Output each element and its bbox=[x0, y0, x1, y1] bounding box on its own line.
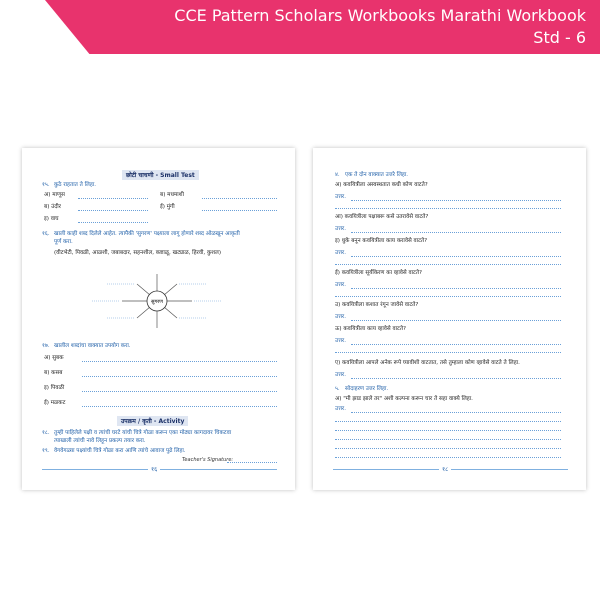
answer-line bbox=[202, 210, 277, 211]
q4-text: एक ते दोन वाक्यात उत्तरे लिहा. bbox=[345, 172, 409, 178]
q16-text-line1: खाली काही शब्द दिलेले आहेत. त्यापैकी 'सुगरण' पक्ष्याला लागू होणारे शब्द ओळखून आकृती bbox=[54, 231, 240, 237]
answer-line bbox=[78, 222, 148, 223]
teacher-signature-label: Teacher's Signature: bbox=[182, 457, 234, 463]
right-page bbox=[313, 148, 586, 490]
answer-line bbox=[351, 256, 561, 257]
answer-line bbox=[351, 378, 561, 379]
sugaran-web-diagram bbox=[82, 266, 232, 336]
q5-text: सोदाहरण उत्तर लिहा. bbox=[345, 386, 389, 392]
answer-line bbox=[82, 376, 277, 377]
answer-label: उत्तर. bbox=[335, 250, 346, 256]
q19-number: १९. bbox=[42, 448, 50, 454]
answer-line bbox=[335, 352, 561, 353]
diagram-center-label: सुगरण bbox=[151, 299, 163, 305]
q15-item-c: इ) वाघ bbox=[44, 216, 59, 222]
answer-label: उत्तर. bbox=[335, 314, 346, 320]
answer-label: उत्तर. bbox=[335, 372, 346, 378]
answer-label: उत्तर. bbox=[335, 226, 346, 232]
q15-item-e: ई) मुंगी bbox=[160, 204, 175, 210]
answer-line bbox=[351, 344, 561, 345]
question-i: इ) धुके बनून कवयित्रीला काय करावेसे वाटते? bbox=[335, 238, 428, 244]
answer-line bbox=[82, 361, 277, 362]
q18-text-line2: त्याखाली त्यांची नावे लिहून प्रकल्प तयार करा. bbox=[54, 438, 146, 444]
q15-item-b2: ब) मधमाशी bbox=[160, 192, 184, 198]
answer-line bbox=[78, 198, 148, 199]
answer-line bbox=[82, 391, 277, 392]
q16-number: १६. bbox=[42, 231, 50, 237]
page-number: १६ bbox=[148, 465, 160, 473]
answer-line bbox=[351, 320, 561, 321]
answer-line bbox=[335, 439, 561, 440]
q16-word-list: (वीटभेटी, पिवळी, आळशी, जबाबदार, सहनशील, कष्टाळू, खट्याळ, हिरवी, कुशल) bbox=[54, 250, 222, 256]
page-number: १८ bbox=[439, 465, 451, 473]
q15-item-b: ब) उंदीर bbox=[44, 204, 61, 210]
answer-label: उत्तर. bbox=[335, 406, 346, 412]
answer-line bbox=[335, 208, 561, 209]
banner-title-line2: Std - 6 bbox=[533, 28, 586, 47]
answer-line bbox=[351, 288, 561, 289]
question-a: अ) कवयित्रीला अस्वस्थतात कधी कोण वाटते? bbox=[335, 182, 428, 188]
question-u: उ) कवयित्रीला कशात रंगून जावेसे वाटते? bbox=[335, 302, 419, 308]
banner-title-line1: CCE Pattern Scholars Workbooks Marathi Workbook bbox=[174, 6, 586, 25]
q17-item-b: ब) कसब bbox=[44, 370, 63, 376]
activity-heading: उपक्रम / कृती - Activity bbox=[117, 416, 188, 426]
q5-number: ५. bbox=[335, 386, 340, 392]
answer-line bbox=[335, 421, 561, 422]
answer-line bbox=[351, 232, 561, 233]
question-uu: ऊ) कवयित्रीला काय व्हावेसे वाटते? bbox=[335, 326, 407, 332]
q17-item-d: ई) मळकट bbox=[44, 400, 66, 406]
q17-item-a: अ) सुबक bbox=[44, 355, 64, 361]
answer-line bbox=[82, 406, 277, 407]
question-aa: आ) कवयित्रीला पक्षाबरू कसे उतरावेसे वाटते? bbox=[335, 214, 429, 220]
answer-line bbox=[351, 200, 561, 201]
q17-number: १७. bbox=[42, 343, 50, 349]
q19-text: वेगवेगळ्या पक्ष्यांची चित्रे गोळा करा आणि त्यांचे आवाज पुढे लिहा. bbox=[54, 448, 186, 454]
signature-line bbox=[227, 462, 277, 463]
left-page bbox=[22, 148, 295, 490]
q18-number: १८. bbox=[42, 430, 50, 436]
q16-text-line2: पूर्ण करा. bbox=[54, 239, 73, 245]
q18-text-line1: तुम्ही पाहिलेले पक्षी व त्यांची घरटे यांची चित्रे गोळा करून एका मोठ्या कागदावर चिकटवा bbox=[54, 430, 232, 436]
q4-number: ४. bbox=[335, 172, 340, 178]
answer-line bbox=[335, 264, 561, 265]
q17-text: खालील शब्दांचा वाक्यात उपयोग करा. bbox=[54, 343, 131, 349]
answer-line bbox=[78, 210, 148, 211]
answer-line bbox=[335, 448, 561, 449]
q15-number: १५. bbox=[42, 182, 50, 188]
answer-line bbox=[335, 296, 561, 297]
answer-label: उत्तर. bbox=[335, 194, 346, 200]
question-e: ए) कवयित्रीला आपले अनेक रूपे घ्यावीशी वाटतात, तसे तुम्हाला कोण व्हावेसे वाटते ते लिहा. bbox=[335, 360, 520, 366]
answer-line bbox=[351, 412, 561, 413]
q15-text: कुठे राहतात ते लिहा. bbox=[54, 182, 97, 188]
small-test-heading: छोटी चाचणी - Small Test bbox=[122, 170, 199, 180]
answer-label: उत्तर. bbox=[335, 338, 346, 344]
question-ii: ई) कवयित्रीला सूर्यकिरण का व्हावेसे वाटते? bbox=[335, 270, 423, 276]
answer-line bbox=[335, 457, 561, 458]
answer-line bbox=[202, 198, 277, 199]
answer-line bbox=[335, 430, 561, 431]
answer-label: उत्तर. bbox=[335, 282, 346, 288]
q15-item-a: अ) माणूस bbox=[44, 192, 65, 198]
q5-sub: अ) "मी झाड झाले तर" अशी कल्पना करून चार ते सहा वाक्ये लिहा. bbox=[335, 396, 473, 402]
q17-item-c: इ) पिवळी bbox=[44, 385, 65, 391]
